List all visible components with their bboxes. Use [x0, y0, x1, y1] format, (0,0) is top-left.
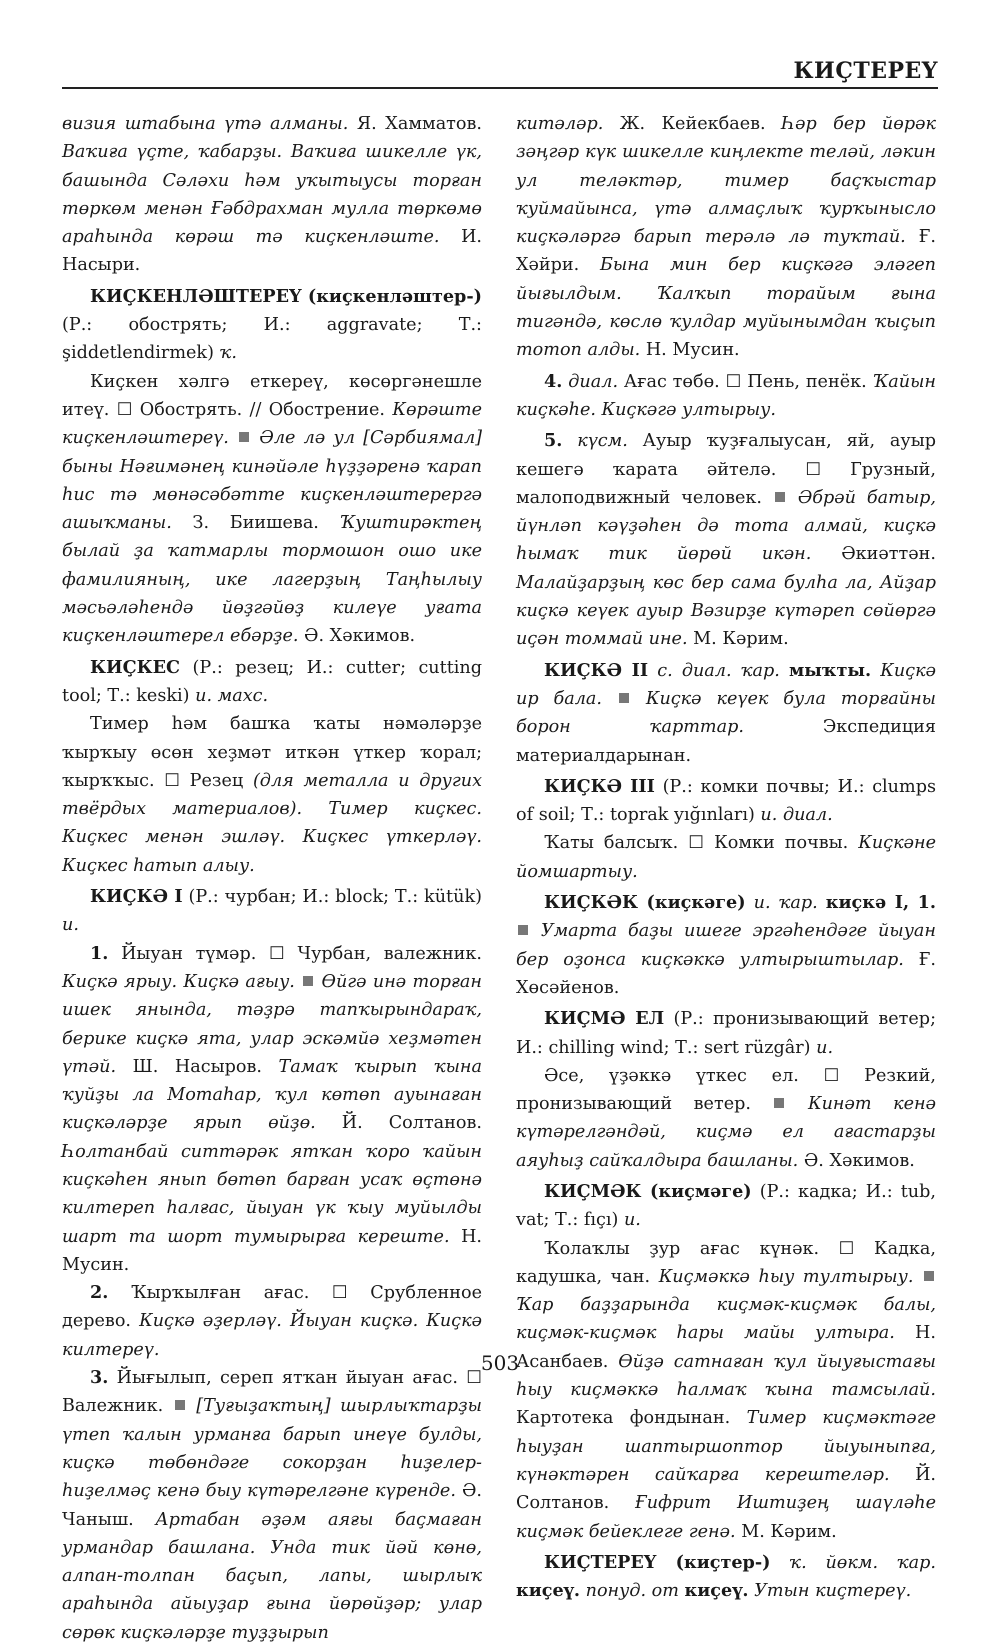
bullet-square-icon: [518, 925, 528, 935]
entry-paragraph: 5. күсм. Ауыр ҡуҙғалыусан, яй, ауыр кешегә ҡарата әйтелә. ☐ Грузный, малоподвижный человек. Әбрәй батыр, йүнләп кәүҙәһен дә тота алмай, киҫкә һымаҡ тик йөрөй икән. Әкиәттән. Малайҙарҙың көс бер сама булһа ла, Айҙар киҫкә кеүек ауыр Вәзирҙе күтәреп сөйөргә иҫән томмай ине. М. Кәрим.: [516, 430, 936, 650]
entry-headword: КИҪКӘ II с. диал. ҡар. мыҡты. Киҫкә ир бала. Киҫкә кеүек була торғайны борон ҡарттар. Экспедиция материалдарынан.: [516, 659, 937, 766]
entry-paragraph: Тимер һәм башҡа ҡаты нәмәләрҙе ҡырҡыу өсөн хеҙмәт иткән үткер ҡорал; ҡырҡҡыс. ☐ Резец (для металла и других твёрдых материалов). Тимер киҫкес. Киҫкес менән эшләү. Киҫкес үткерләү. Киҫкес һатып алыу.: [62, 714, 482, 876]
entry-paragraph: 4. диал. Ағас төбө. ☐ Пень, пенёк. Ҡайын киҫкәһе. Киҫкәгә ултырыу.: [516, 370, 937, 420]
bullet-square-icon: [924, 1271, 934, 1281]
page-number: 503: [480, 1351, 520, 1375]
bullet-square-icon: [239, 432, 249, 442]
running-head: КИҪТЕРЕҮ: [793, 58, 938, 84]
entry-headword: КИҪКЕНЛӘШТЕРЕҮ (киҫкенләштер-) (Р.: обострять; И.: aggravate; Т.: şiddetlendirmek) ҡ.: [62, 285, 482, 364]
bullet-square-icon: [775, 492, 785, 502]
bullet-square-icon: [619, 693, 629, 703]
entry-headword: КИҪТЕРЕҮ (киҫтер-) ҡ. йөкм. ҡар. киҫеү. понуд. от киҫеү. Утын киҫтереү.: [516, 1551, 936, 1602]
left-column: [62, 110, 482, 1647]
entry-paragraph: Ҡаты балсыҡ. ☐ Комки почвы. Киҫкәне йомшартыу.: [516, 833, 936, 882]
bullet-square-icon: [774, 1098, 784, 1108]
entry-paragraph: Киҫкен хәлгә еткереү, көсөргәнешле итеү. ☐ Обострять. // Обострение. Көрәште киҫкенләштереү. Әле лә ул [Сәрбиямал] быны Нәғимәнең кинәйәле һүҙҙәренә ҡарап һис тә мөнәсәбәтте киҫкенләштерергә ашыҡманы. З. Биишева. Ҡуштирәктең былай ҙа ҡатмарлы тормошон ошо ике фамилияның, ике лагерҙың Таңһылыу мәсьәләһендә йөҙгәйөҙ килеүе уғата киҫкенләштерел ебәрҙе. Ә. Хәкимов.: [62, 371, 483, 647]
entry-paragraph: Ҡолаҡлы ҙур ағас күнәк. ☐ Кадка, кадушка, чан. Киҫмәккә һыу тултырыу. Ҡар баҙҙарында киҫмәк-киҫмәк балы, киҫмәк-киҫмәк һары майы ултыра. Н. Асанбаев. Өйҙә сатнаған ҡул йыуғыстағы һыу киҫмәккә һалмаҡ ҡына тамсылай. Картотека фондынан. Тимер киҫмәктәге һыуҙан шаптыршоптор йыуыныпға, күнәктәрен сайҡарға керештеләр. Й. Солтанов. Ғифрит Иштиҙең шаүләһе киҫмәк бейеклеге генә. М. Кәрим.: [516, 1238, 937, 1542]
entry-headword: КИҪМӘК (киҫмәге) (Р.: кадка; И.: tub, vat; Т.: fıçı) и.: [516, 1180, 936, 1231]
bullet-square-icon: [175, 1400, 185, 1410]
entry-paragraph: визия штабына үтә алманы. Я. Хамматов. Ваҡиға үҫте, ҡабарҙы. Ваҡиға шикелле үк, башында Сәләхи һәм уҡытыусы торған төркөм менән Ғәбдрахман мулла төркөмө араһында көрәш тә киҫкенләште. И. Насыри.: [62, 114, 483, 276]
entry-headword: КИҪКЕС (Р.: резец; И.: cutter; cutting tool; Т.: keski) и. махс.: [62, 656, 482, 706]
bullet-square-icon: [303, 976, 313, 986]
entry-headword: КИҪМӘ ЕЛ (Р.: пронизывающий ветер; И.: chilling wind; Т.: sert rüzgâr) и.: [516, 1008, 937, 1058]
entry-paragraph: 1. Йыуан түмәр. ☐ Чурбан, валежник. Киҫкә ярыу. Киҫкә ағыу. Өйгә инә торған ишек янында, тәҙрә тапҡырындараҡ, берике киҫкә ята, улар эскәмйә хеҙмәтен үтәй. Ш. Насыров. Тамаҡ ҡырып ҡына ҡуйҙы ла Мотаһар, ҡул көтөп ауынаған киҫкәләрҙе ярып өйҙө. Й. Солтанов. Һолтанбай ситтәрәк ятҡан ҡоро ҡайын киҫкәһен янып бөтөп барған усаҡ өҫтөнә килтереп һалғас, йыуан үк ҡыу муйылды шарт та шорт тумырырға кереште. Н. Мусин.: [62, 942, 483, 1275]
right-column: [516, 110, 936, 1605]
entry-headword: КИҪКӘ III (Р.: комки почвы; И.: clumps of soil; Т.: toprak yığınları) и. диал.: [516, 775, 936, 826]
entry-headword: КИҪКӘ I (Р.: чурбан; И.: block; Т.: kütük) и.: [62, 886, 482, 936]
entry-paragraph: китәләр. Ж. Кейекбаев. Һәр бер йөрәк зәңгәр күк шикелле киңлекте теләй, ләкин ул теләктәр, тимер баҫҡыстар ҡуймайынса, үтә алмаҫлыҡ ҡурҡынысло киҫкәләргә барып терәлә лә туҡтай. Ғ. Хәйри. Бына мин бер киҫкәгә эләгеп йығылдым. Ҡалҡып торайым ғына тигәндә, көслө ҡулдар муйынымдан ҡыҫып тотоп алды. Н. Мусин.: [516, 114, 937, 361]
entry-paragraph: Әсе, үҙәккә үткес ел. ☐ Резкий, пронизывающий ветер. Кинәт кенә күтәрелгәндәй, киҫмә ел ағастарҙы аяуһыҙ сайҡалдыра башланы. Ә. Хәкимов.: [516, 1065, 936, 1171]
entry-headword: КИҪКӘК (киҫкәге) и. ҡар. киҫкә I, 1. Умарта баҙы ишеге эргәһендәге йыуан бер оҙонса киҫкәккә ултырыштылар. Ғ. Хөсәйенов.: [516, 892, 937, 998]
entry-paragraph: 3. Йығылып, сереп ятҡан йыуан ағас. ☐ Валежник. [Туғыҙаҡтың] шырлыҡтарҙы үтеп ҡалын урманға барып инеүе булды, киҫкә төбөндәге сокорҙан һиҙелер-һиҙелмәҫ кенә быу күтәрелгәне күренде. Ә. Чаныш. Артабан әҙәм аяғы баҫмаған урмандар башлана. Унда тик йәй көнө, алпан-толпан баҫып, лапы, шырлыҡ араһында айыуҙар ғына йөрөйҙәр; улар сөрөк киҫкәләрҙе туҙҙырып: [62, 1367, 482, 1643]
header-rule: [62, 87, 938, 89]
entry-paragraph: 2. Ҡырҡылған ағас. ☐ Срубленное дерево. Киҫкә әҙерләү. Йыуан киҫкә. Киҫкә килтереү.: [62, 1282, 482, 1360]
